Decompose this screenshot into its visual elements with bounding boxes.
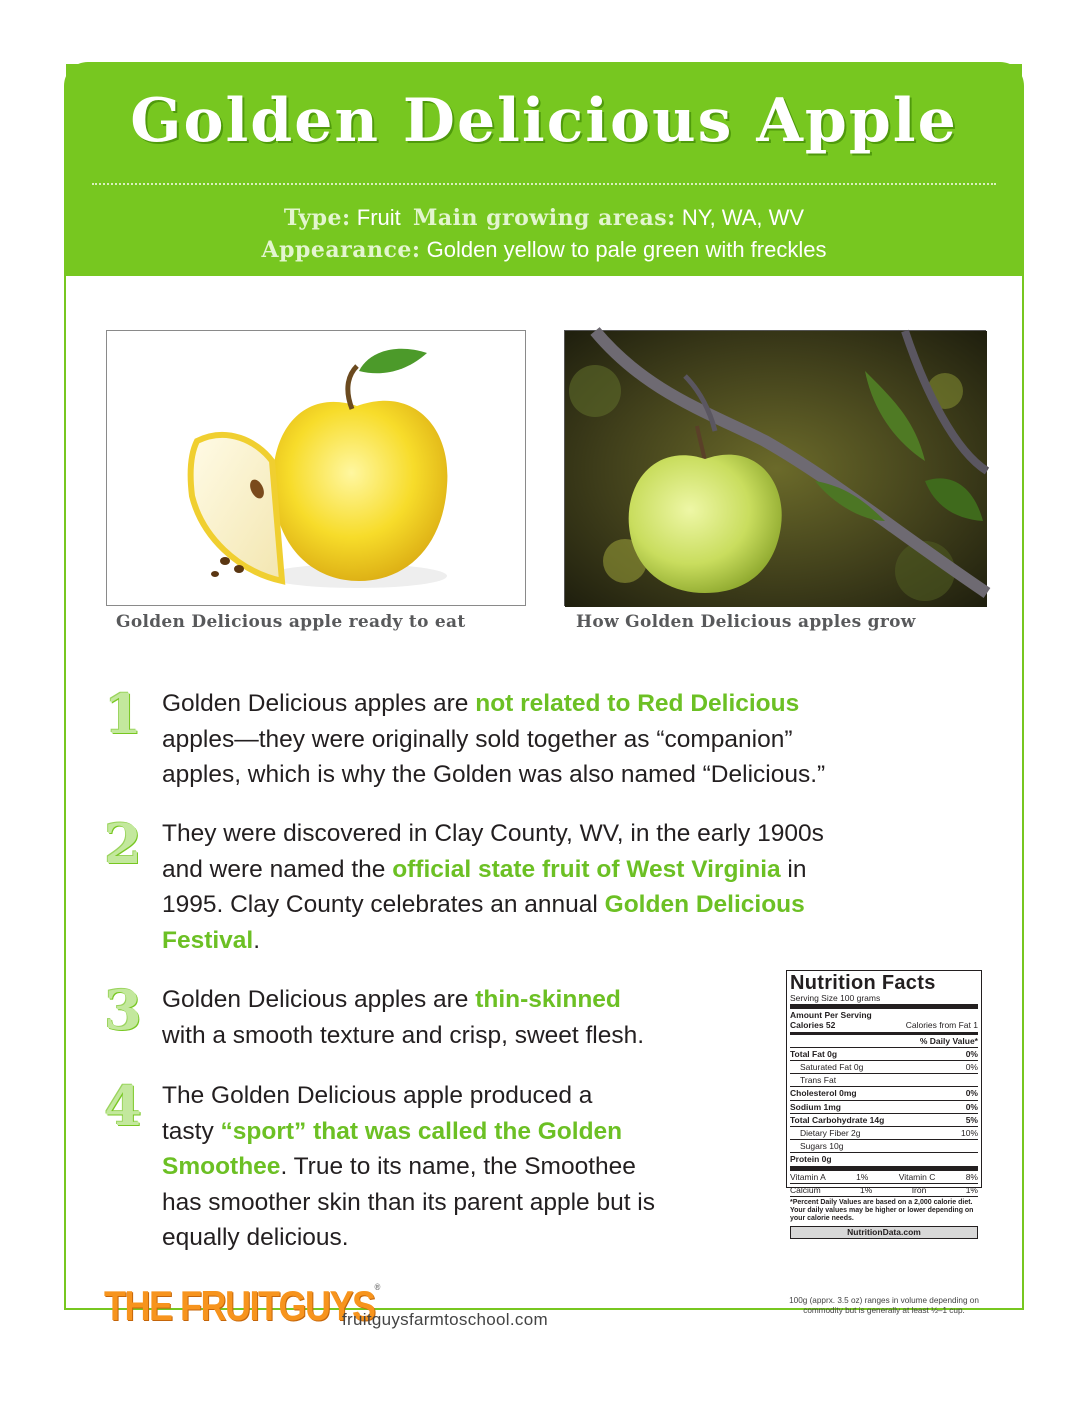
dotted-divider: [92, 183, 996, 185]
website-link[interactable]: fruitguysfarmtoschool.com: [342, 1310, 548, 1329]
meta-line-type-areas: Type: Fruit Main growing areas: NY, WA, WV: [283, 205, 805, 231]
daily-value-header: % Daily Value*: [919, 1035, 978, 1046]
areas-label: Main growing areas: [413, 205, 668, 231]
meta-line-appearance: Appearance: Golden yellow to pale green with freckles: [261, 237, 827, 263]
fact-number: 4: [104, 1074, 142, 1138]
nutrition-facts-label: [786, 970, 982, 1238]
fact-number: 1: [104, 682, 142, 746]
nutrient-row: Sugars 10g: [800, 1141, 844, 1152]
nutrient-row: Cholesterol 0mg 0%: [790, 1088, 978, 1099]
appearance-value: Golden yellow to pale green with freckles: [426, 237, 827, 262]
nutrient-row: Total Carbohydrate 14g 5%: [790, 1114, 978, 1125]
amount-per-serving: Amount Per Serving: [790, 1010, 872, 1021]
apple-on-branch-image: [565, 331, 987, 607]
vitamin-row: Calcium 1% Iron 1%: [790, 1184, 978, 1195]
header-banner: [66, 64, 1022, 276]
fact-text: The Golden Delicious apple produced a tasty “sport” that was called the Golden Smoothee. True to its name, the Smoothee has smoother skin than its parent apple but is equally delicious.: [162, 1082, 656, 1251]
nutrition-title: Nutrition Facts: [790, 972, 936, 994]
photo-caption-2: How Golden Delicious apples grow: [576, 612, 916, 632]
fact-number: 3: [104, 978, 142, 1042]
photo-caption-1: Golden Delicious apple ready to eat: [116, 612, 466, 632]
golden-apple-image: [107, 331, 527, 607]
serving-size: Serving Size 100 grams: [790, 993, 881, 1003]
calories-row: Calories 52 Calories from Fat 1: [790, 1020, 978, 1031]
vitamin-rows: [790, 1172, 978, 1195]
type-label: Type: [283, 205, 343, 231]
nutrient-row: Total Fat 0g 0%: [790, 1048, 978, 1059]
fact-text: Golden Delicious apples are not related to Red Delicious apples—they were originally sold together as “companion” apples, which is why the Golden was also named “Delicious.”: [162, 690, 826, 788]
appearance-label: Appearance: [261, 237, 412, 263]
fact-sheet-card: [64, 62, 1024, 1330]
nutrient-row: Trans Fat: [800, 1075, 837, 1086]
fact-text: Golden Delicious apples are thin-skinned with a smooth texture and crisp, sweet flesh.: [162, 986, 645, 1049]
nutrition-source: NutritionData.com: [790, 1226, 978, 1239]
fact-number: 2: [104, 812, 142, 876]
photo-apple-growing: [564, 330, 986, 606]
type-value: Fruit: [356, 205, 401, 230]
daily-value-note: *Percent Daily Values are based on a 2,000 calorie diet. Your daily values may be higher or lower depending on your calorie needs.: [790, 1199, 974, 1223]
serving-footnote: 100g (apprx. 3.5 oz) ranges in volume depending on commodity but is generally at least ½–1 cup.: [789, 1296, 979, 1315]
page-title: Golden Delicious Apple: [130, 86, 958, 156]
nutrient-row: Dietary Fiber 2g 10%: [800, 1128, 978, 1139]
nutrient-row: Sodium 1mg 0%: [790, 1101, 978, 1112]
fruitguys-logo: THE FRUITGUYS®: [104, 1282, 379, 1330]
fact-text: They were discovered in Clay County, WV, in the early 1900s and were named the official state fruit of West Virginia in 1995. Clay County celebrates an annual Golden Delicious Festival.: [162, 820, 824, 954]
nutrient-rows: [790, 1049, 978, 1154]
areas-value: NY, WA, WV: [681, 205, 805, 230]
vitamin-row: Vitamin A 1% Vitamin C 8%: [790, 1171, 978, 1182]
photo-apple-ready-to-eat: [106, 330, 526, 606]
protein-row: Protein 0g: [790, 1154, 832, 1165]
nutrient-row: Saturated Fat 0g 0%: [800, 1062, 978, 1073]
